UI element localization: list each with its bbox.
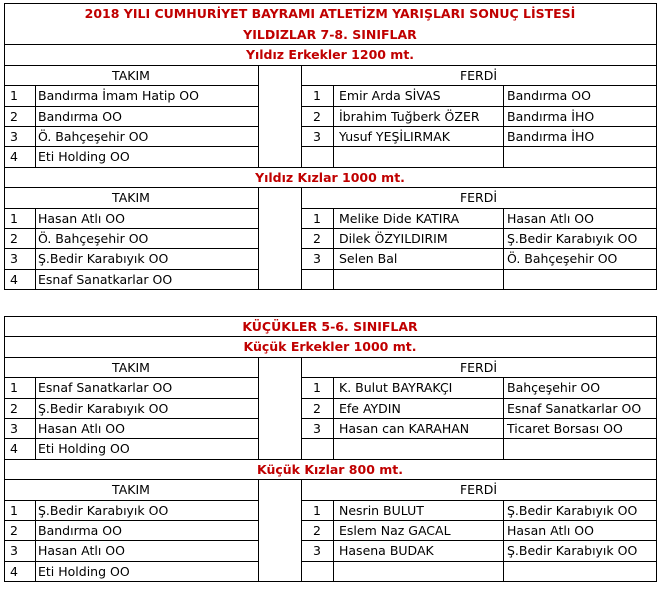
grid-line-vertical [333, 85, 334, 168]
group-title: YILDIZLAR 7-8. SINIFLAR [243, 26, 417, 42]
section-title: Yıldız Kızlar 1000 mt. [255, 169, 405, 185]
athlete-school: Ş.Bedir Karabıyık OO [507, 230, 638, 246]
team-name: Ö. Bahçeşehir OO [38, 128, 149, 144]
grid-line-horizontal [301, 146, 657, 147]
athlete-school: Bandırma OO [507, 87, 591, 103]
athlete-school: Ticaret Borsası OO [507, 420, 623, 436]
athlete-name: Nesrin BULUT [339, 502, 424, 518]
team-rank: 4 [10, 440, 18, 456]
team-column-header: TAKIM [112, 67, 150, 83]
individual-column-header: FERDİ [459, 359, 498, 375]
team-name: Esnaf Sanatkarlar OO [38, 271, 173, 287]
grid-line-vertical [333, 377, 334, 460]
grid-line-vertical [301, 357, 302, 460]
athlete-name: Dilek ÖZYILDIRIM [339, 230, 448, 246]
grid-line-vertical [301, 479, 302, 582]
grid-line-vertical [333, 500, 334, 582]
individual-column-header: FERDİ [459, 67, 498, 83]
team-rank: 1 [10, 210, 18, 226]
athlete-school: Hasan Atlı OO [507, 210, 594, 226]
athlete-school: Bahçeşehir OO [507, 379, 601, 395]
team-name: Hasan Atlı OO [38, 210, 125, 226]
border-right [656, 24, 657, 290]
grid-line-vertical [35, 377, 36, 460]
grid-line-vertical [258, 187, 259, 290]
grid-line-vertical [35, 500, 36, 582]
athlete-name: Eslem Naz GACAL [339, 522, 451, 538]
team-rank: 4 [10, 148, 18, 164]
team-rank: 1 [10, 87, 18, 103]
team-name: Ş.Bedir Karabıyık OO [38, 400, 169, 416]
team-rank: 2 [10, 230, 18, 246]
team-name: Hasan Atlı OO [38, 420, 125, 436]
grid-line-horizontal [4, 581, 657, 582]
athlete-name: Hasena BUDAK [339, 542, 434, 558]
team-name: Bandırma OO [38, 108, 122, 124]
athlete-name: Selen Bal [339, 250, 398, 266]
grid-line-vertical [503, 500, 504, 582]
grid-line-vertical [258, 65, 259, 168]
border-left [4, 316, 5, 582]
individual-rank: 1 [313, 210, 321, 226]
individual-rank: 3 [313, 128, 321, 144]
team-name: Ş.Bedir Karabıyık OO [38, 502, 169, 518]
individual-rank: 2 [313, 108, 321, 124]
team-rank: 4 [10, 563, 18, 579]
team-rank: 2 [10, 400, 18, 416]
grid-line-vertical [35, 85, 36, 168]
individual-rank: 1 [313, 379, 321, 395]
team-name: Esnaf Sanatkarlar OO [38, 379, 173, 395]
grid-line-vertical [258, 357, 259, 460]
team-name: Ş.Bedir Karabıyık OO [38, 250, 169, 266]
team-rank: 3 [10, 250, 18, 266]
team-column-header: TAKIM [112, 189, 150, 205]
grid-line-vertical [301, 187, 302, 290]
grid-line-vertical [258, 479, 259, 582]
team-column-header: TAKIM [112, 359, 150, 375]
athlete-name: Efe AYDIN [339, 400, 401, 416]
grid-line-vertical [301, 65, 302, 168]
grid-line-vertical [35, 208, 36, 290]
athlete-name: K. Bulut BAYRAKÇI [339, 379, 453, 395]
athlete-school: Ş.Bedir Karabıyık OO [507, 502, 638, 518]
athlete-school: Hasan Atlı OO [507, 522, 594, 538]
team-name: Bandırma İmam Hatip OO [38, 87, 199, 103]
border-right [656, 316, 657, 582]
section-title: Küçük Kızlar 800 mt. [256, 461, 403, 477]
border-left [4, 3, 5, 25]
group-title: KÜÇÜKLER 5-6. SINIFLAR [242, 318, 418, 334]
border-left [4, 24, 5, 290]
grid-line-horizontal [301, 438, 657, 439]
athlete-name: Melike Dide KATIRA [339, 210, 460, 226]
athlete-school: Ö. Bahçeşehir OO [507, 250, 618, 266]
individual-column-header: FERDİ [459, 481, 498, 497]
section-title: Yıldız Erkekler 1200 mt. [245, 46, 415, 62]
team-rank: 4 [10, 271, 18, 287]
grid-line-vertical [503, 377, 504, 460]
individual-rank: 2 [313, 400, 321, 416]
individual-rank: 1 [313, 502, 321, 518]
team-name: Eti Holding OO [38, 440, 130, 456]
individual-rank: 1 [313, 87, 321, 103]
team-name: Hasan Atlı OO [38, 542, 125, 558]
team-column-header: TAKIM [112, 481, 150, 497]
individual-column-header: FERDİ [459, 189, 498, 205]
team-name: Ö. Bahçeşehir OO [38, 230, 149, 246]
border-right [656, 3, 657, 25]
grid-line-horizontal [301, 269, 657, 270]
team-rank: 1 [10, 502, 18, 518]
athlete-name: Hasan can KARAHAN [339, 420, 470, 436]
athlete-school: Esnaf Sanatkarlar OO [507, 400, 642, 416]
athlete-name: İbrahim Tuğberk ÖZER [339, 108, 480, 124]
grid-line-horizontal [4, 289, 657, 290]
grid-line-vertical [333, 208, 334, 290]
athlete-name: Yusuf YEŞİLIRMAK [339, 128, 450, 144]
athlete-school: Bandırma İHO [507, 108, 595, 124]
team-rank: 3 [10, 128, 18, 144]
grid-line-vertical [503, 85, 504, 168]
athlete-school: Bandırma İHO [507, 128, 595, 144]
document-title: 2018 YILI CUMHURİYET BAYRAMI ATLETİZM YARIŞLARI SONUÇ LİSTESİ [84, 6, 576, 22]
team-rank: 2 [10, 108, 18, 124]
individual-rank: 3 [313, 420, 321, 436]
section-title: Küçük Erkekler 1000 mt. [243, 338, 417, 354]
individual-rank: 3 [313, 542, 321, 558]
team-rank: 2 [10, 522, 18, 538]
athlete-name: Emir Arda SİVAS [339, 87, 441, 103]
team-name: Eti Holding OO [38, 148, 130, 164]
team-rank: 3 [10, 420, 18, 436]
team-name: Bandırma OO [38, 522, 122, 538]
athlete-school: Ş.Bedir Karabıyık OO [507, 542, 638, 558]
grid-line-vertical [503, 208, 504, 290]
team-name: Eti Holding OO [38, 563, 130, 579]
team-rank: 1 [10, 379, 18, 395]
grid-line-horizontal [301, 561, 657, 562]
individual-rank: 2 [313, 522, 321, 538]
individual-rank: 3 [313, 250, 321, 266]
individual-rank: 2 [313, 230, 321, 246]
team-rank: 3 [10, 542, 18, 558]
